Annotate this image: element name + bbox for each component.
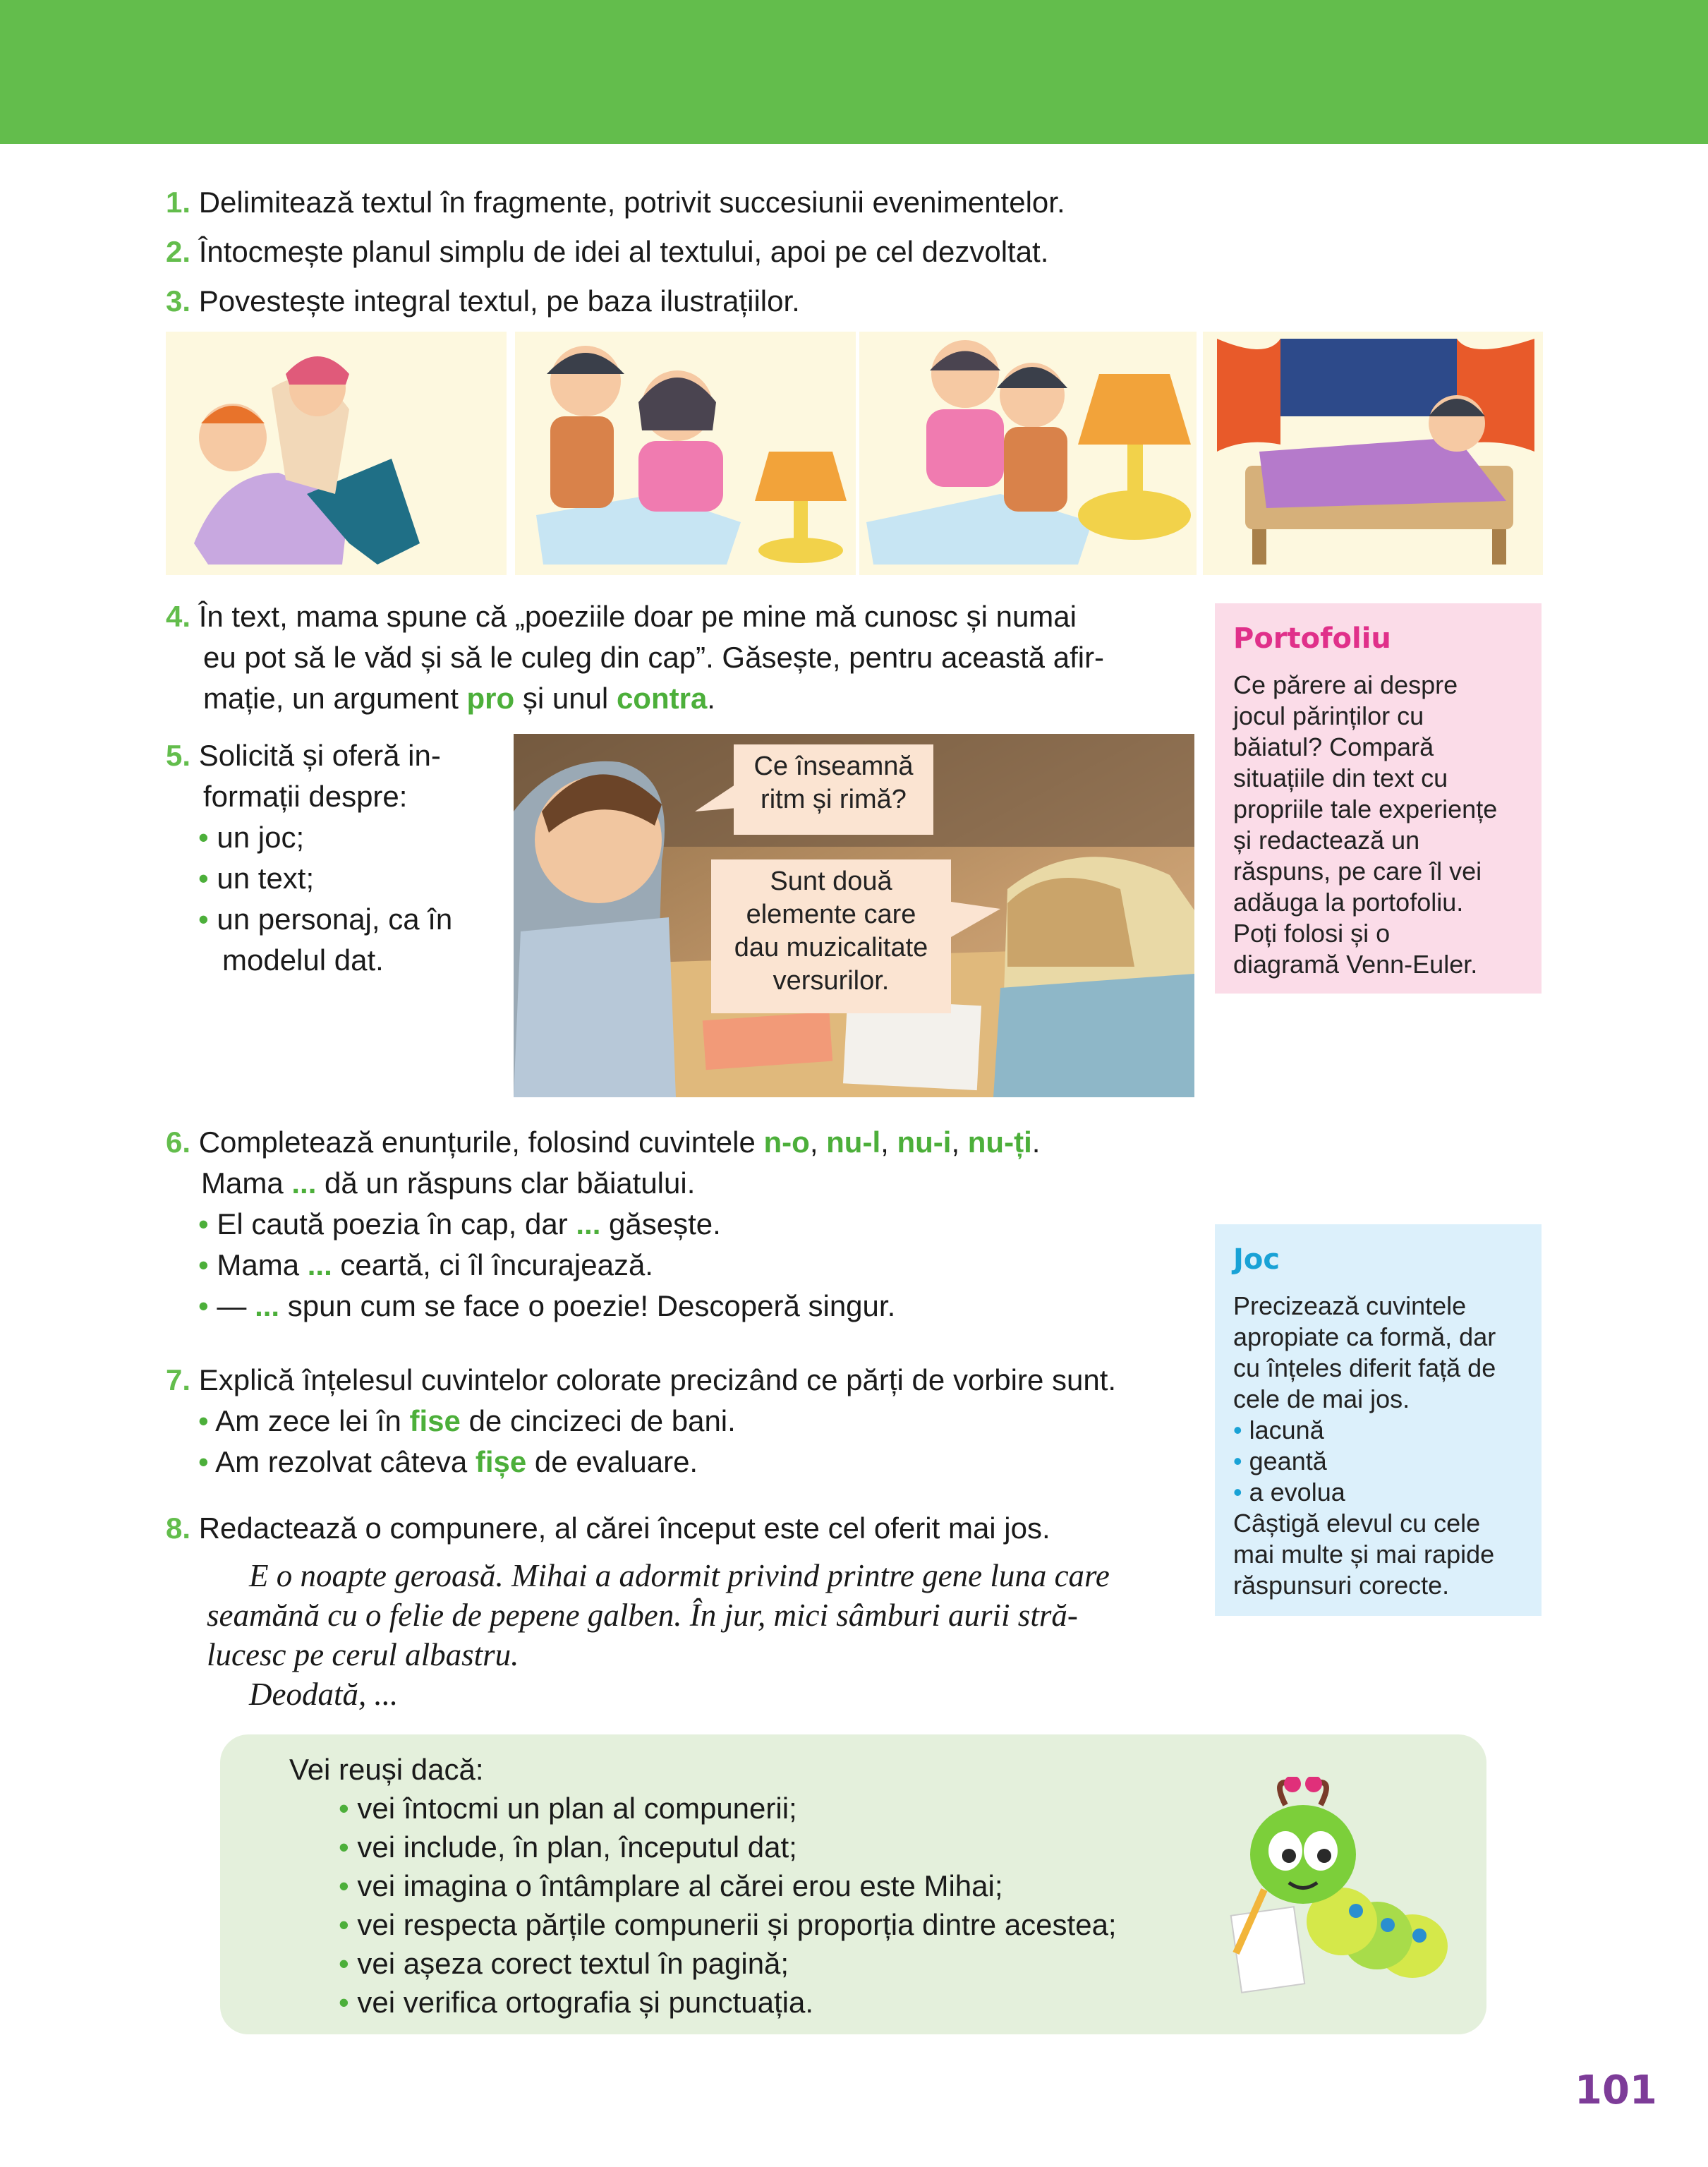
illustration-reading-2: [859, 332, 1197, 575]
question-3: 3. Povestește integral textul, pe baza ilustrațiilor.: [166, 284, 800, 318]
question-1: 1. Delimitează textul în fragmente, potrivit succesiunii evenimentelor.: [166, 186, 1065, 219]
question-6: 6. Completează enunțurile, folosind cuvintele n-o, nu-l, nu-i, nu-ți. Mama ... dă un răspuns clar băiatului. • El caută poezia în cap, dar ... găsește. • Mama ... ceartă, ci îl încurajează. • — ... spun cum se face o poezie! Descoperă singur.: [166, 1125, 1041, 1322]
page-number: 101: [1575, 2068, 1657, 2113]
joc-box: Joc Precizează cuvintele apropiate ca formă, dar cu înțeles diferit față de cele de mai jos. • lacună • geantă • a evolua Câștigă elevul cu cele mai multe și mai rapide răspunsuri corecte.: [1215, 1224, 1542, 1616]
question-7: 7. Explică înțelesul cuvintelor colorate precizând ce părți de vorbire sunt. • Am zece lei în fise de cincizeci de bani. • Am rezolvat câteva fișe de evaluare.: [166, 1363, 1117, 1478]
speech-bubble-answer: Sunt două elemente care dau muzicalitate versurilor.: [711, 859, 951, 1013]
illustration-reading-1: [515, 332, 856, 575]
question-4: 4. În text, mama spune că „poeziile doar pe mine mă cunosc și numai eu pot să le văd și să le culeg din cap”. Găsește, pentru această afir- mație, un argument pro și unul contra.: [166, 600, 1105, 715]
joc-title: Joc: [1233, 1243, 1280, 1276]
illustration-bedroom: [1203, 332, 1543, 575]
header-bar: [0, 0, 1708, 144]
question-5: 5. Solicită și oferă in- formații despre: • un joc; • un text; • un personaj, ca în modelul dat.: [166, 739, 453, 977]
success-title: Vei reuși dacă:: [289, 1753, 484, 1786]
caterpillar-mascot: [1222, 1777, 1462, 2003]
portofoliu-box: Portofoliu Ce părere ai despre jocul părinților cu băiatul? Compară situațiile din text cu propriile tale experiențe și redactează un răspuns, pe care îl vei adăuga la portofoliu. Poți folosi și o diagramă Venn-Euler.: [1215, 603, 1542, 994]
bubble-tail-left: [695, 780, 737, 822]
composition-start: E o noapte geroasă. Mihai a adormit privind printre gene luna care seamănă cu o felie de pepene galben. În jur, mici sâmburi aurii stră- lucesc pe cerul albastru. Deodată, ...: [207, 1558, 1110, 1712]
illustration-play: [166, 332, 507, 575]
success-criteria-box: Vei reuși dacă: • vei întocmi un plan al compunerii; • vei include, în plan, începutul dat; • vei imagina o întâmplare al cărei erou este Mihai; • vei respecta părțile compunerii și proporția dintre acestea; • vei așeza corect textul în pagină; • vei verifica ortografia și punctuația.: [220, 1734, 1486, 2034]
portofoliu-title: Portofoliu: [1233, 622, 1391, 655]
speech-bubble-question: Ce înseamnă ritm și rimă?: [734, 744, 933, 835]
bubble-tail-right: [951, 895, 1000, 944]
question-2: 2. Întocmește planul simplu de idei al textului, apoi pe cel dezvoltat.: [166, 235, 1049, 268]
question-8: 8. Redactează o compunere, al cărei început este cel oferit mai jos.: [166, 1511, 1050, 1545]
